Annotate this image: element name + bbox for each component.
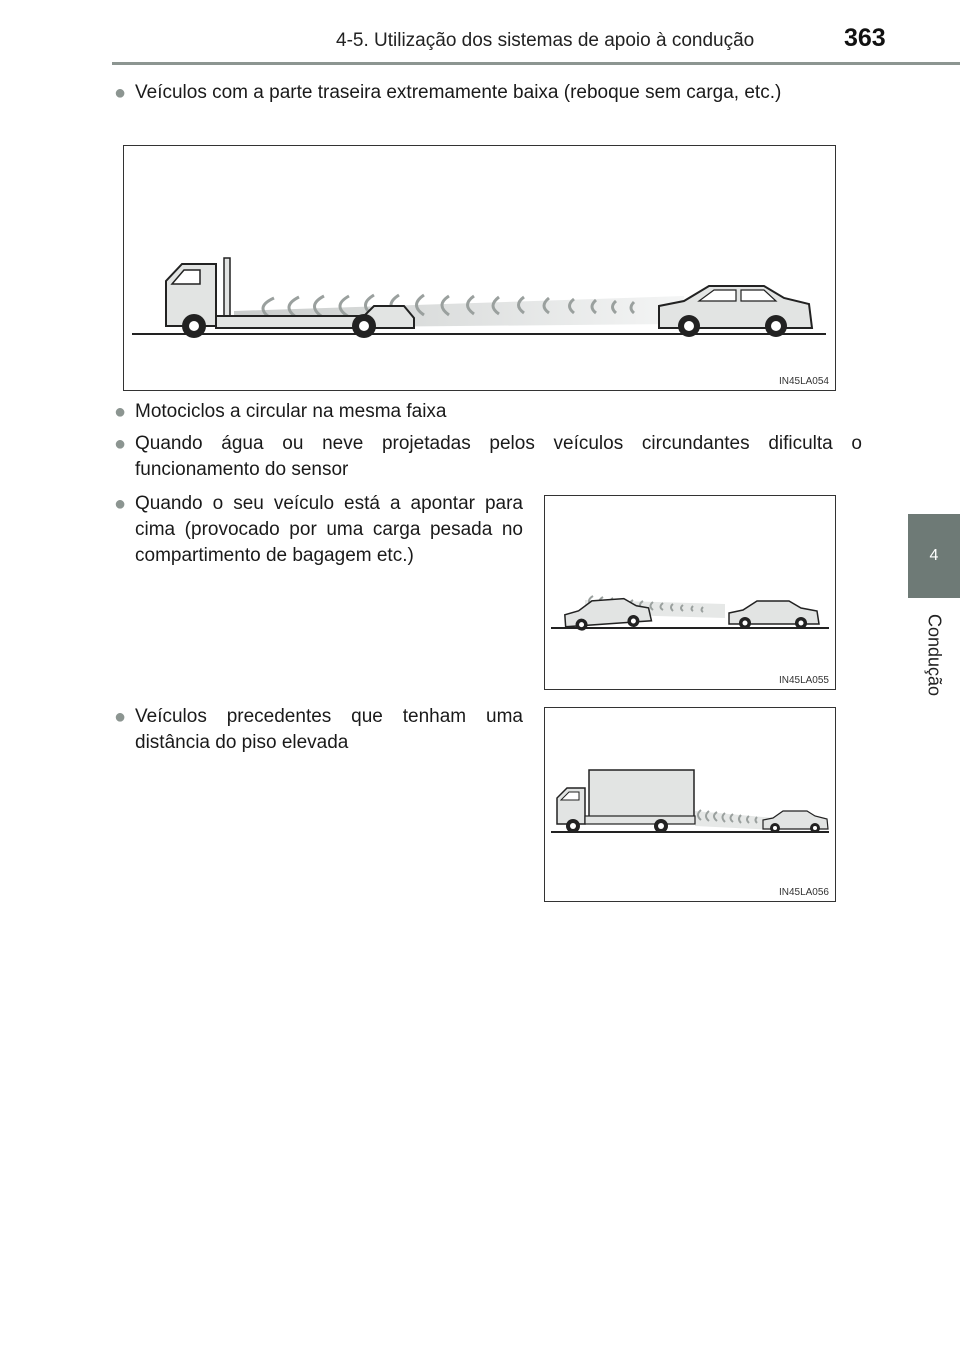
chapter-tab: 4: [908, 514, 960, 598]
sedan-car: [659, 286, 812, 337]
bullet-dot-icon: ●: [114, 706, 127, 728]
bullet-dot-icon: ●: [114, 493, 127, 515]
bullet-dot-icon: ●: [114, 433, 127, 455]
bullet-text: Quando o seu veículo está a apontar para cima (provocado por uma carga pesada no compartimento de bagagem etc.): [135, 493, 523, 566]
figure-code: IN45LA055: [778, 675, 829, 686]
bullet-item: [114, 399, 862, 425]
page-number: 363: [844, 24, 886, 52]
sedan-car: [763, 811, 828, 833]
bullet-dot-icon: ●: [114, 82, 127, 104]
tow-truck: [166, 258, 414, 338]
tow-truck-illustration: [124, 146, 835, 390]
car-tilted-illustration: [545, 496, 835, 689]
figure-code: IN45LA056: [778, 887, 829, 898]
bullet-item: [114, 491, 523, 569]
high-truck-illustration: [545, 708, 835, 901]
bullet-text: Veículos precedentes que tenham uma distância do piso elevada: [135, 706, 523, 753]
bullet-dot-icon: ●: [114, 401, 127, 423]
figure-car-pointing-up: [544, 495, 836, 690]
bullet-item: [114, 80, 862, 106]
bullet-text: Quando água ou neve projetadas pelos veículos circundantes dificulta o funcionamento do sensor: [135, 433, 862, 480]
figure-high-floor-truck: [544, 707, 836, 902]
bullet-text: Veículos com a parte traseira extremamente baixa (reboque sem carga, etc.): [135, 82, 782, 103]
sedan-car: [729, 601, 819, 629]
header-title: 4-5. Utilização dos sistemas de apoio à condução: [336, 30, 755, 51]
bullet-item: [114, 431, 862, 483]
chapter-label: Condução: [924, 613, 945, 697]
box-truck: [557, 770, 695, 833]
figure-low-trailer: [123, 145, 836, 391]
header-rule: [112, 62, 960, 65]
figure-code: IN45LA054: [778, 376, 829, 387]
bullet-item: [114, 704, 523, 756]
bullet-text: Motociclos a circular na mesma faixa: [135, 401, 447, 422]
